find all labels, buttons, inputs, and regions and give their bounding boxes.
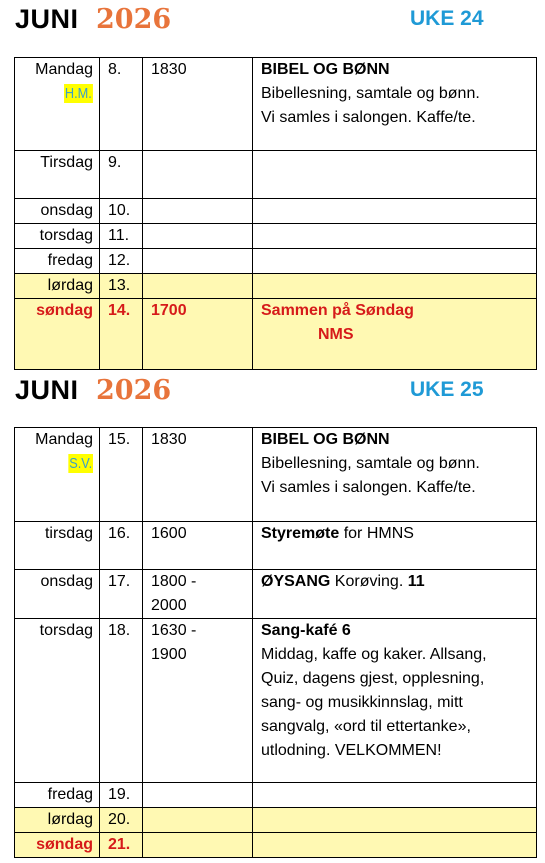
day-cell: søndag (15, 299, 100, 370)
time-start: 1630 - (151, 622, 197, 639)
date-cell: 13. (100, 274, 143, 299)
week-header (0, 375, 545, 415)
week-header (0, 4, 545, 44)
year-title: 2026 (96, 4, 172, 35)
day-cell: Tirsdag (15, 151, 100, 199)
day-cell: onsdag (15, 199, 100, 224)
day-cell (15, 428, 100, 522)
table-row (15, 833, 537, 858)
event-cell (253, 570, 537, 619)
event-desc-line: sangvalg, «ord til ettertanke», (261, 718, 471, 735)
time-end: 2000 (151, 597, 187, 614)
date-cell: 9. (100, 151, 143, 199)
table-row (15, 199, 537, 224)
time-cell (143, 199, 253, 224)
event-cell (253, 299, 537, 370)
table-row (15, 58, 537, 151)
time-cell (143, 224, 253, 249)
month-title: JUNI (15, 4, 79, 34)
event-desc-line: sang- og musikkinnslag, mitt (261, 694, 463, 711)
table-row (15, 151, 537, 199)
day-cell: tirsdag (15, 522, 100, 570)
schedule-table (14, 57, 537, 370)
time-cell (143, 619, 253, 783)
day-cell: lørdag (15, 274, 100, 299)
month-title: JUNI (15, 375, 79, 405)
date-cell: 20. (100, 808, 143, 833)
date-cell: 8. (100, 58, 143, 151)
event-cell (253, 783, 537, 808)
date-cell: 12. (100, 249, 143, 274)
event-cell (253, 58, 537, 151)
date-cell: 14. (100, 299, 143, 370)
time-cell (143, 249, 253, 274)
table-row (15, 428, 537, 522)
time-start: 1800 - (151, 573, 197, 590)
event-cell (253, 249, 537, 274)
time-cell (143, 151, 253, 199)
date-cell: 11. (100, 224, 143, 249)
table-row (15, 808, 537, 833)
event-cell (253, 224, 537, 249)
time-cell (143, 808, 253, 833)
day-cell: onsdag (15, 570, 100, 619)
time-cell: 1830 (143, 428, 253, 522)
day-cell: lørdag (15, 808, 100, 833)
event-title: BIBEL OG BØNN (261, 61, 390, 78)
event-title: Sang-kafé 6 (261, 622, 351, 639)
event-title: Sammen på Søndag (261, 302, 414, 319)
day-cell: fredag (15, 783, 100, 808)
event-subtitle: NMS (318, 326, 354, 343)
event-cell (253, 274, 537, 299)
date-cell: 19. (100, 783, 143, 808)
year-title: 2026 (96, 375, 172, 406)
event-cell (253, 833, 537, 858)
event-cell (253, 428, 537, 522)
event-cell (253, 151, 537, 199)
table-row (15, 249, 537, 274)
time-cell: 1700 (143, 299, 253, 370)
day-name: Mandag (35, 431, 93, 448)
event-cell (253, 522, 537, 570)
event-desc-line: utlodning. VELKOMMEN! (261, 742, 442, 759)
table-row (15, 224, 537, 249)
event-desc: Korøving. (330, 573, 408, 590)
date-cell: 18. (100, 619, 143, 783)
event-desc-line: Bibellesning, samtale og bønn. (261, 85, 480, 102)
date-cell: 15. (100, 428, 143, 522)
event-cell (253, 199, 537, 224)
event-cell (253, 619, 537, 783)
table-row (15, 570, 537, 619)
time-cell: 1600 (143, 522, 253, 570)
event-desc-line: Vi samles i salongen. Kaffe/te. (261, 109, 476, 126)
event-desc-line: Quiz, dagens gjest, opplesning, (261, 670, 485, 687)
event-extra: 11 (407, 573, 425, 590)
event-desc: for HMNS (339, 525, 414, 542)
day-name: Mandag (35, 61, 93, 78)
time-end: 1900 (151, 646, 187, 663)
time-cell (143, 833, 253, 858)
week-number: UKE 24 (410, 7, 484, 30)
leader-initials: S.V. (69, 455, 93, 472)
event-desc-line: Vi samles i salongen. Kaffe/te. (261, 479, 476, 496)
event-title: BIBEL OG BØNN (261, 431, 390, 448)
time-cell: 1830 (143, 58, 253, 151)
table-row (15, 299, 537, 370)
time-cell (143, 274, 253, 299)
time-cell (143, 783, 253, 808)
day-cell: torsdag (15, 224, 100, 249)
day-cell (15, 58, 100, 151)
event-title: ØYSANG (261, 573, 331, 590)
day-cell: fredag (15, 249, 100, 274)
schedule-table (14, 427, 537, 858)
event-desc-line: Middag, kaffe og kaker. Allsang, (261, 646, 487, 663)
date-cell: 17. (100, 570, 143, 619)
table-row (15, 783, 537, 808)
day-cell: søndag (15, 833, 100, 858)
day-cell: torsdag (15, 619, 100, 783)
leader-initials: H.M. (65, 85, 93, 102)
table-row (15, 274, 537, 299)
time-cell (143, 570, 253, 619)
event-title: Styremøte (261, 525, 340, 542)
week-number: UKE 25 (410, 378, 484, 401)
table-row (15, 619, 537, 783)
event-desc-line: Bibellesning, samtale og bønn. (261, 455, 480, 472)
date-cell: 16. (100, 522, 143, 570)
table-row (15, 522, 537, 570)
date-cell: 10. (100, 199, 143, 224)
date-cell: 21. (100, 833, 143, 858)
event-cell (253, 808, 537, 833)
